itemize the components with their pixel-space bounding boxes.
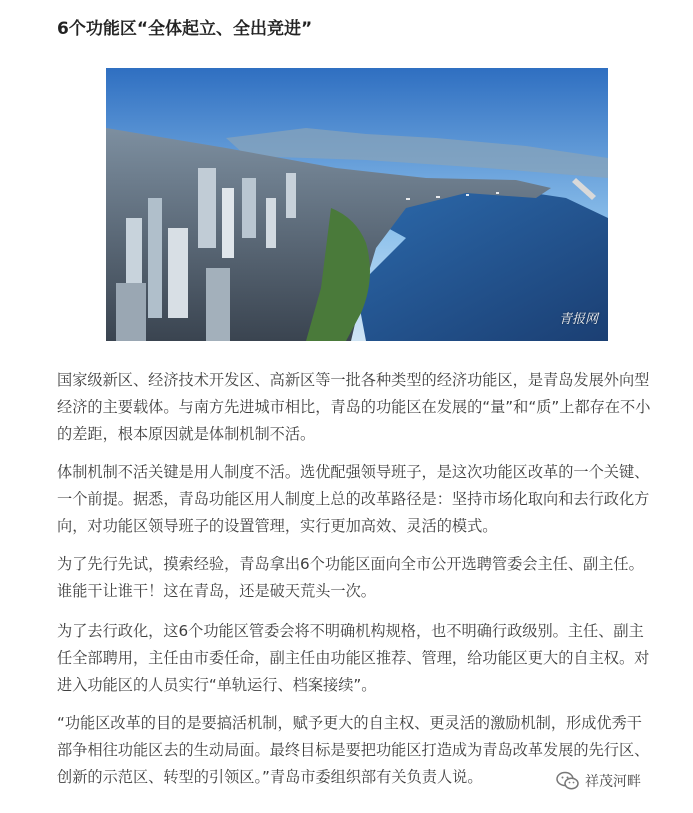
paragraph-5: “功能区改革的目的是要搞活机制，赋予更大的自主权、更灵活的激励机制，形成优秀干部争相往功能区去的生动局面。最终目标是要把功能区打造成为青岛改革发展的先行区、创新的示范区、转型的引领区。”青岛市委组织部有关负责人说。	[57, 714, 650, 786]
paragraph-4: 为了去行政化，这6个功能区管委会将不明确机构规格，也不明确行政级别。主任、副主任全部聘用，主任由市委任命，副主任由功能区推荐、管理，给功能区更大的自主权。对进入功能区的人员实行“单轨运行、档案接续”。	[57, 622, 650, 694]
account-watermark	[555, 768, 641, 794]
account-name: 祥茂河畔	[585, 774, 641, 790]
paragraph-3: 为了先行先试，摸索经验，青岛拿出6个功能区面向全市公开选聘管委会主任、副主任。谁能干让谁干！这在青岛，还是破天荒头一次。	[57, 555, 644, 600]
city-aerial-photo	[106, 68, 608, 341]
wechat-icon	[555, 768, 581, 794]
photo-watermark: 青报网	[558, 312, 598, 327]
paragraph-1: 国家级新区、经济技术开发区、高新区等一批各种类型的经济功能区，是青岛发展外向型经济的主要载体。与南方先进城市相比，青岛的功能区在发展的“量”和“质”上都存在不小的差距，根本原因就是体制机制不活。	[57, 371, 651, 443]
article-title: 6个功能区“全体起立、全出竞进”	[57, 19, 313, 39]
paragraph-2: 体制机制不活关键是用人制度不活。选优配强领导班子，是这次功能区改革的一个关键、一个前提。据悉，青岛功能区用人制度上总的改革路径是：坚持市场化取向和去行政化方向，对功能区领导班子的设置管理，实行更加高效、灵活的模式。	[57, 463, 650, 535]
